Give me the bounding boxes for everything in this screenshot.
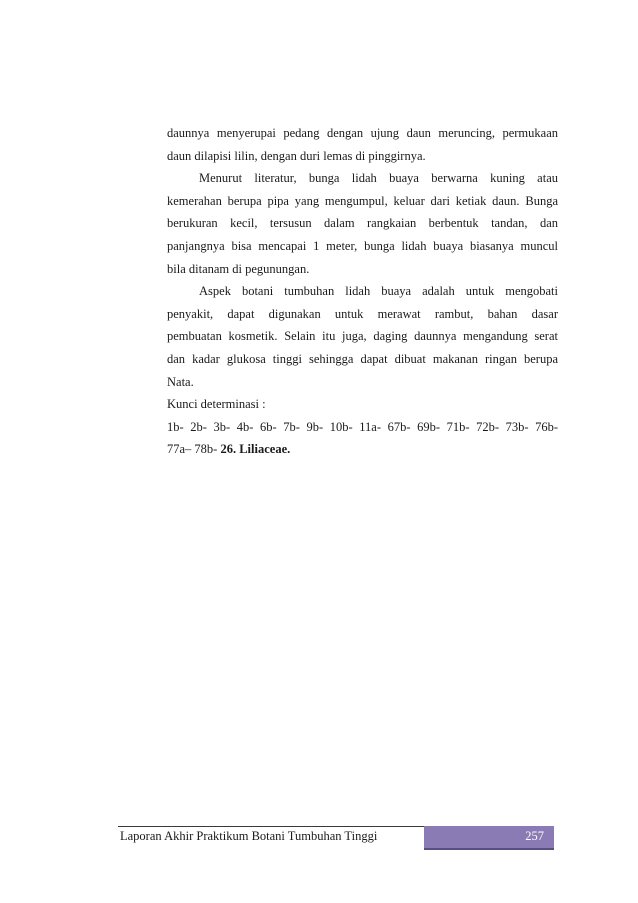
key-heading: Kunci determinasi : [167,397,266,412]
footer-title: Laporan Akhir Praktikum Botani Tumbuhan Tinggi [120,829,378,843]
paragraph-line: pembuatan kosmetik. Selain itu juga, daging daunnya mengandung serat [167,329,558,344]
paragraph-line: Nata. [167,374,194,389]
paragraph-line: panjangnya bisa mencapai 1 meter, bunga lidah buaya biasanya muncul [167,238,558,253]
key-sequence-line [167,438,558,461]
page-number-box [424,826,554,848]
paragraph-line: dan kadar glukosa tinggi sehingga dapat dibuat makanan ringan berupa [167,351,558,366]
page-footer [118,826,554,850]
page-number-underline [424,848,554,850]
body-text [167,122,558,461]
paragraph-line: daun dilapisi lilin, dengan duri lemas di pinggirnya. [167,148,426,163]
key-sequence-line: 1b- 2b- 3b- 4b- 6b- 7b- 9b- 10b- 11a- 67b- 69b- 71b- 72b- 73b- 76b- [167,419,558,434]
page-number: 257 [525,829,544,843]
paragraph-line: kemerahan berupa pipa yang mengumpul, keluar dari ketiak daun. Bunga [167,193,558,208]
paragraph-line: daunnya menyerupai pedang dengan ujung daun meruncing, permukaan [167,126,558,140]
paragraph-line: Aspek botani tumbuhan lidah buaya adalah untuk mengobati [199,284,558,299]
paragraph-line: Menurut literatur, bunga lidah buaya berwarna kuning atau [199,171,558,186]
family-result: 26. Liliaceae. [220,442,291,457]
paragraph-line: berukuran kecil, tersusun dalam rangkaian berbentuk tandan, dan [167,216,558,231]
key-sequence-end: 77a– 78b- [167,442,218,457]
paragraph-line: penyakit, dapat digunakan untuk merawat rambut, bahan dasar [167,306,558,321]
paragraph-line: bila ditanam di pegunungan. [167,261,310,276]
